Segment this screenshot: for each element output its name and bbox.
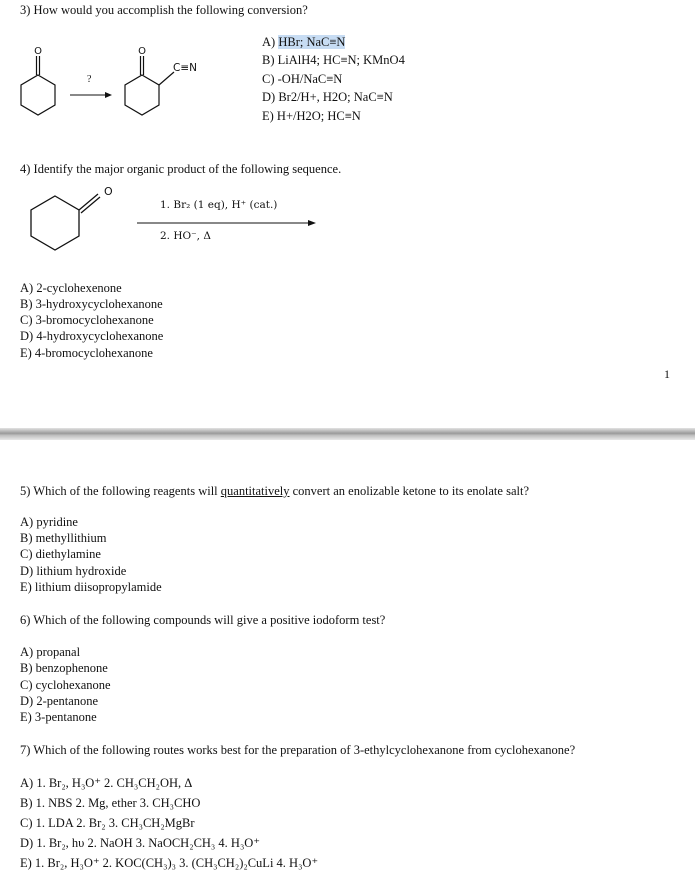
q3-option-b: B) LiAlH4; HC≡N; KMnO4	[262, 53, 405, 67]
q4-option-a: A) 2-cyclohexenone	[20, 281, 122, 295]
q6-option-e: E) 3-pentanone	[20, 710, 97, 724]
svg-text:O: O	[138, 46, 146, 57]
q4-question: 4) Identify the major organic product of the following sequence.	[20, 162, 342, 176]
q5-question: 5) Which of the following reagents will quantitatively convert an enolizable ketone to its enolate salt?	[20, 484, 529, 498]
q5-option-a: A) pyridine	[20, 515, 78, 529]
q3-option-e: E) H+/H2O; HC≡N	[262, 109, 361, 123]
q4-option-d: D) 4-hydroxycyclohexanone	[20, 329, 164, 343]
q5-option-e: E) lithium diisopropylamide	[20, 580, 162, 594]
q5-option-c: C) diethylamine	[20, 547, 101, 561]
q3-option-d: D) Br2/H+, H2O; NaC≡N	[262, 90, 393, 104]
q3-nitrile-label: C≡N	[173, 62, 197, 74]
q4-option-e: E) 4-bromocyclohexanone	[20, 346, 153, 360]
q6-option-c: C) cyclohexanone	[20, 678, 111, 692]
q4-step-2: 2. HO⁻, Δ	[160, 230, 211, 242]
q3-question: 3) How would you accomplish the following conversion?	[20, 3, 308, 17]
q3-option-c: C) -OH/NaC≡N	[262, 72, 343, 86]
svg-text:O: O	[34, 46, 42, 57]
q7-question: 7) Which of the following routes works best for the preparation of 3-ethylcyclohexanone from cyclohexanone?	[20, 743, 576, 757]
q3-arrow-label: ?	[87, 74, 92, 85]
q5-option-b: B) methyllithium	[20, 531, 107, 545]
q7-option-e: E) 1. Br₂, H₃O⁺ 2. KOC(CH₃)₃ 3. (CH₃CH₂)₂CuLi 4. H₃O⁺	[20, 856, 319, 870]
q7-option-b: B) 1. NBS 2. Mg, ether 3. CH₃CHO	[20, 796, 201, 810]
q3-option-a: A) HBr; NaC≡N	[262, 35, 346, 49]
q4-step-1: 1. Br₂ (1 eq), H⁺ (cat.)	[160, 199, 278, 211]
q4-cyclohexanone-structure	[31, 194, 100, 250]
q7-option-a: A) 1. Br₂, H₃O⁺ 2. CH₃CH₂OH, Δ	[20, 776, 193, 790]
q4-option-b: B) 3-hydroxycyclohexanone	[20, 297, 163, 311]
q7-option-d: D) 1. Br₂, hυ 2. NaOH 3. NaOCH₂CH₃ 4. H₃O⁺	[20, 836, 260, 850]
q4-reaction-scheme	[0, 0, 695, 260]
q6-question: 6) Which of the following compounds will give a positive iodoform test?	[20, 613, 386, 627]
q6-option-a: A) propanal	[20, 645, 81, 659]
q5-underlined-word: quantitatively	[220, 484, 290, 498]
q6-option-b: B) benzophenone	[20, 661, 108, 675]
q4-option-c: C) 3-bromocyclohexanone	[20, 313, 154, 327]
q3-option-a-highlight: HBr; NaC≡N	[278, 35, 346, 49]
page-break-divider	[0, 428, 695, 440]
page-number: 1	[664, 367, 670, 381]
svg-text:O: O	[104, 185, 113, 198]
q7-option-c: C) 1. LDA 2. Br₂ 3. CH₃CH₂MgBr	[20, 816, 195, 830]
q5-option-d: D) lithium hydroxide	[20, 564, 127, 578]
q6-option-d: D) 2-pentanone	[20, 694, 99, 708]
